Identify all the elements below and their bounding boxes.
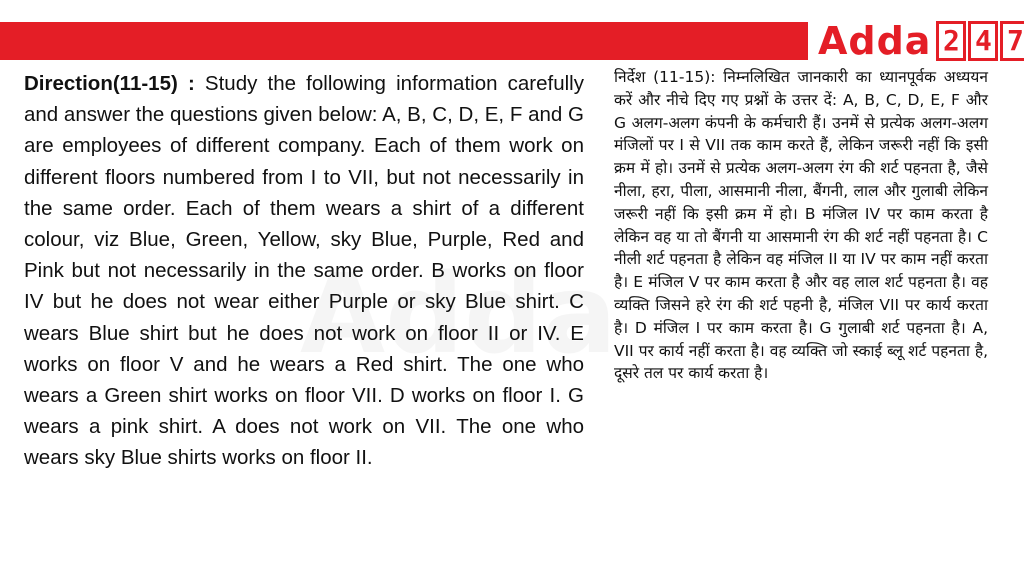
logo-digit: 2 — [936, 21, 966, 61]
directions-text: Study the following information carefully and answer the questions given below: A, B, C, D, E, F and G are employees of different company. Each of them work on different floors numbered from I to VII, but not necessarily in the same order. Each of them wears a shirt of a different colour, viz Blue, Green, Yellow, sky Blue, Purple, Red and Pink but not necessarily in the same order. B works on floor IV but he does not wear either Purple or sky Blue shirt. C wears Blue shirt but he does not work on floor II or IV. E works on floor V and he wears a Red shirt. The one who wears a Green shirt works on floor VII. D works on floor I. G wears a pink shirt. A does not work on VII. The one who wears sky Blue shirts works on floor II. — [24, 72, 584, 470]
directions-label: Direction(11-15) : — [24, 72, 195, 95]
logo-number — [934, 21, 1024, 61]
logo-digit: 7 — [1000, 21, 1024, 61]
logo-digit: 4 — [968, 21, 998, 61]
logo-word: Adda — [818, 19, 932, 63]
english-directions — [24, 68, 584, 474]
adda247-logo — [818, 18, 1024, 64]
header-red-bar — [0, 22, 808, 60]
hindi-directions: निर्देश (11-15): निम्नलिखित जानकारी का ध्यानपूर्वक अध्ययन करें और नीचे दिए गए प्रश्नों के उत्तर दें: A, B, C, D, E, F और G अलग-अलग कंपनी के कर्मचारी हैं। उनमें से प्रत्येक अलग-अलग मंजिलों पर I से VII तक काम करते हैं, लेकिन जरूरी नहीं कि इसी क्रम में हो। उनमें से प्रत्येक अलग-अलग रंग की शर्ट पहनता है, जैसे नीला, हरा, पीला, आसमानी नीला, बैंगनी, लाल और गुलाबी लेकिन जरूरी नहीं कि इसी क्रम में हो। B मंजिल IV पर काम करता है लेकिन वह या तो बैंगनी या आसमानी रंग की शर्ट नहीं पहनता है। C नीली शर्ट पहनता है लेकिन वह मंजिल II या IV पर काम नहीं करता है। E मंजिल V पर काम करता है और वह लाल शर्ट पहनता है। वह व्यक्ति जिसने हरे रंग की शर्ट पहनी है, मंजिल VII पर कार्य करता है। D मंजिल I पर काम करता है। G गुलाबी शर्ट पहनता है। A, VII पर कार्य नहीं करता है। वह व्यक्ति जो स्काई ब्लू शर्ट पहनता है, दूसरे तल पर कार्य करता है। — [614, 68, 988, 383]
